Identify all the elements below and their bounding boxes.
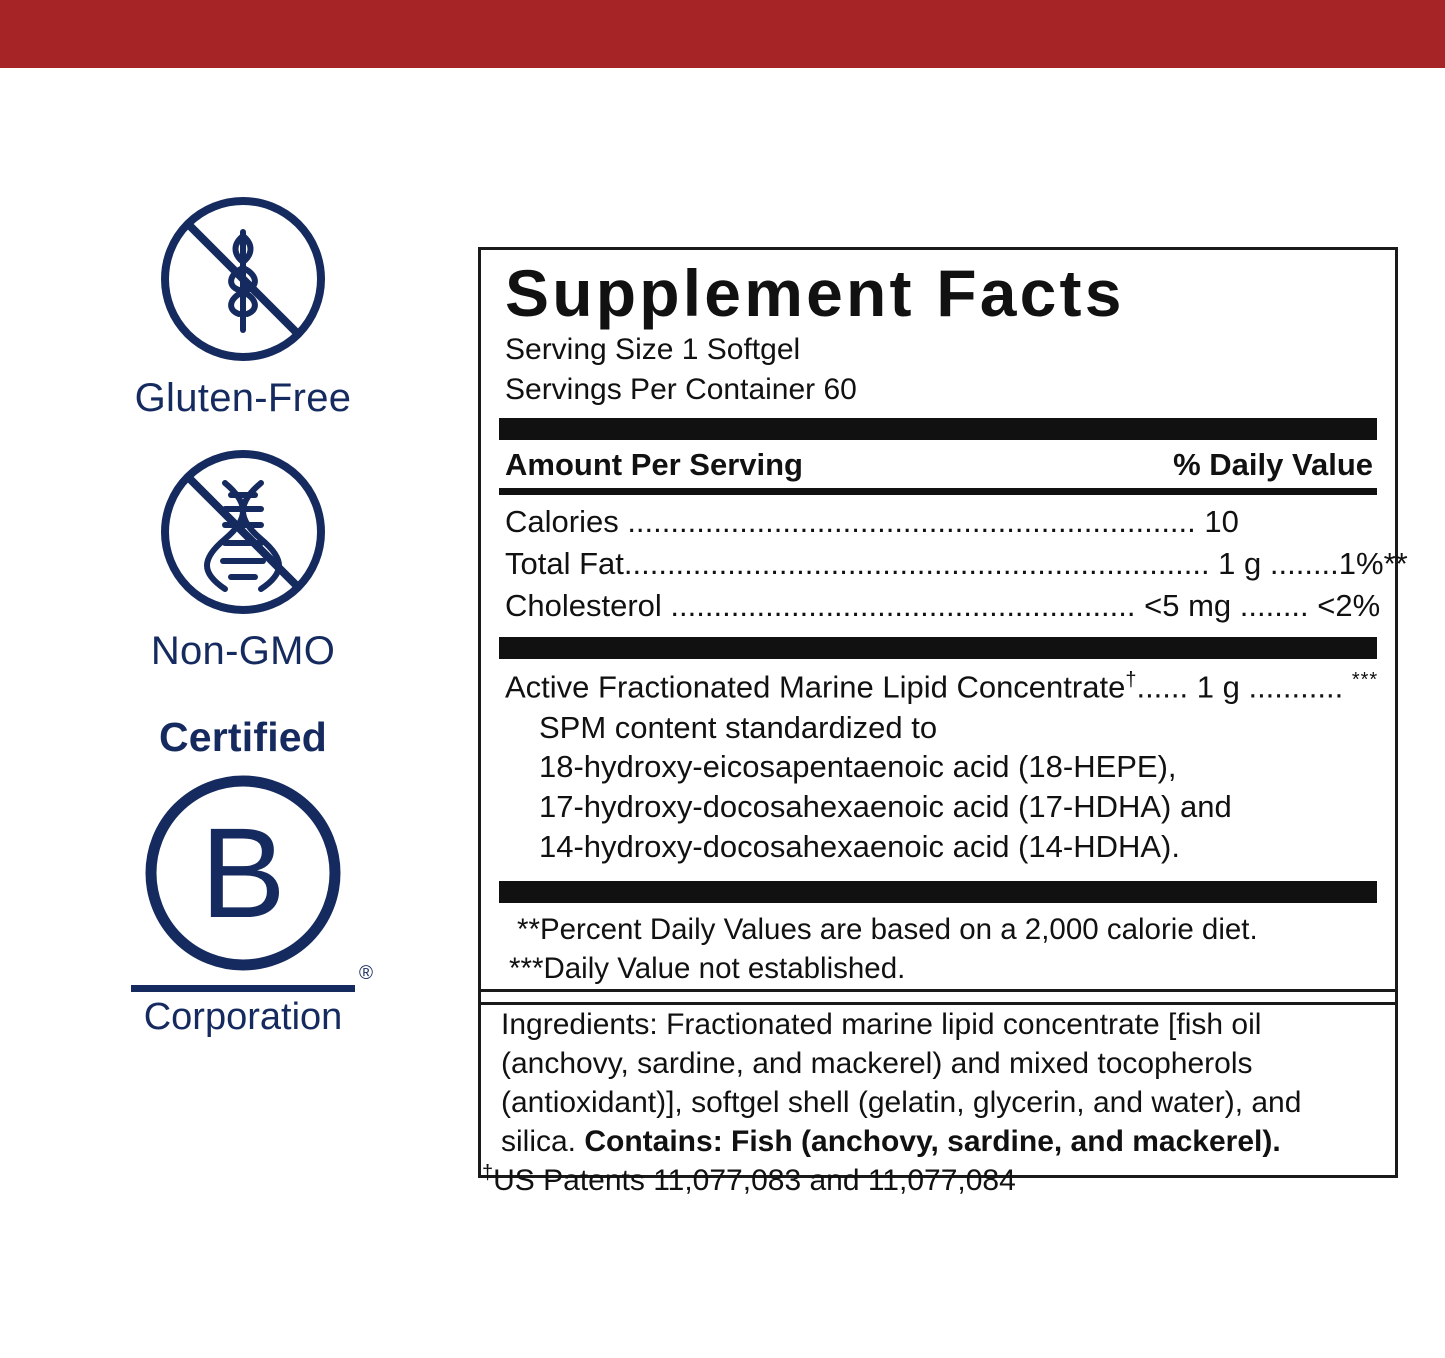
- patents-line: [482, 1162, 1016, 1198]
- supplement-facts-panel: [478, 247, 1408, 1005]
- active-sub-line: 17-hydroxy-docosahexaenoic acid (17-HDHA) and: [539, 789, 1232, 825]
- active-sub-line: SPM content standardized to: [539, 709, 938, 745]
- column-header-amount: Amount Per Serving: [505, 447, 803, 483]
- table-row: Cholesterol ...................................................... <5 mg ........ <2%: [505, 587, 1381, 623]
- column-header-daily-value: % Daily Value: [1173, 447, 1373, 483]
- active-sub-line: 18-hydroxy-eicosapentaenoic acid (18-HEPE),: [539, 749, 1177, 785]
- active-ingredient-stars: ***: [1351, 669, 1379, 692]
- divider-thick-top: [499, 418, 1377, 440]
- dna-crossed-out-icon: [145, 443, 341, 621]
- b-corp-subtitle: Corporation: [143, 996, 343, 1038]
- ingredients-text: [501, 1005, 1375, 1161]
- table-row: Total Fat.................................................................... 1 g ........1%**: [505, 546, 1408, 582]
- b-corp-title: Certified: [158, 714, 328, 760]
- supplement-facts-title: Supplement Facts: [505, 256, 1125, 330]
- ingredients-box: [478, 989, 1398, 1178]
- active-ingredient-amount: ...... 1 g ...........: [1136, 669, 1344, 705]
- b-corp-icon: [135, 767, 351, 979]
- patents-text: US Patents 11,077,083 and 11,077,084: [493, 1164, 1016, 1197]
- badge-non-gmo: [78, 443, 408, 674]
- wheat-crossed-out-icon: [145, 190, 341, 368]
- badge-b-corp: [78, 714, 408, 1039]
- badge-label: Non-GMO: [150, 629, 336, 673]
- active-ingredient-name: Active Fractionated Marine Lipid Concentrate: [505, 669, 1126, 705]
- ingredients-body: Ingredients: Fractionated marine lipid concentrate [fish oil (anchovy, sardine, and mackerel) and mixed tocopherols (antioxidant)], softgel shell (gelatin, glycerin, and water), and silica.: [501, 1008, 1302, 1158]
- registered-mark: ®: [359, 963, 373, 984]
- active-ingredient-line: [505, 667, 1379, 708]
- active-sub-line: 14-hydroxy-docosahexaenoic acid (14-HDHA).: [539, 828, 1180, 864]
- servings-per-container: Servings Per Container 60: [505, 372, 857, 406]
- top-accent-bar: [0, 0, 1445, 68]
- table-header-row: [499, 440, 1377, 488]
- dagger-mark: †: [1125, 669, 1137, 692]
- footnote-percent-dv: **Percent Daily Values are based on a 2,000 calorie diet.: [517, 913, 1258, 947]
- dagger-mark: †: [482, 1162, 494, 1184]
- table-row: Calories .................................................................. 10: [505, 504, 1239, 540]
- divider-thick-bottom: [499, 881, 1377, 903]
- allergen-statement: Contains: Fish (anchovy, sardine, and mackerel).: [584, 1125, 1281, 1158]
- serving-size: Serving Size 1 Softgel: [505, 333, 801, 367]
- nutrient-rows: [499, 495, 1408, 630]
- divider-thick-mid: [499, 637, 1377, 659]
- certification-badges: [78, 190, 408, 1057]
- divider-medium-1: [499, 488, 1377, 495]
- svg-text:B: B: [200, 802, 286, 945]
- b-corp-rule: [131, 963, 373, 992]
- badge-gluten-free: [78, 190, 408, 421]
- footnote-dv-not-established: ***Daily Value not established.: [509, 951, 906, 985]
- active-ingredient-block: [499, 659, 1377, 872]
- footnotes: [499, 903, 1377, 988]
- badge-label: Gluten-Free: [134, 376, 352, 420]
